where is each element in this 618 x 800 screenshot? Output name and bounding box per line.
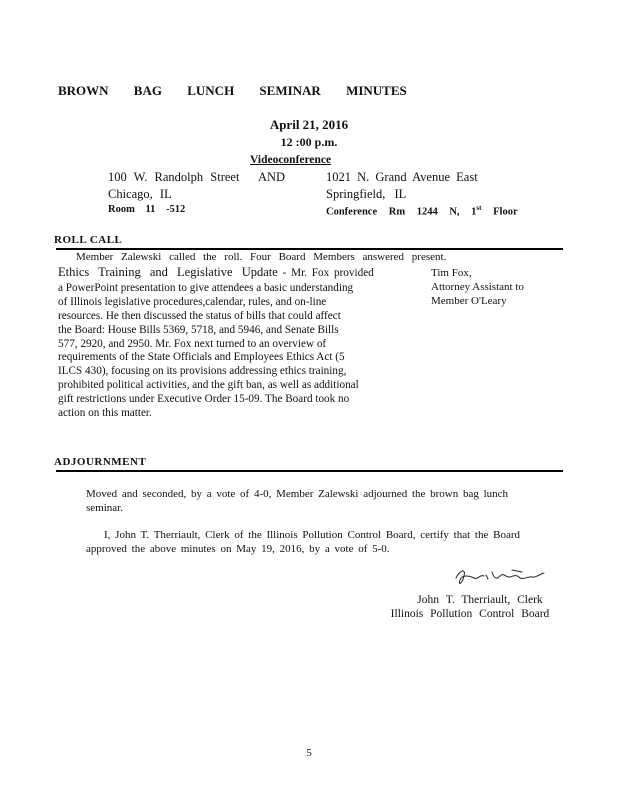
ethics-line: requirements of the State Officials and Employees Ethics Act (5: [58, 351, 345, 364]
chicago-address: 100 W. Randolph Street: [108, 170, 240, 184]
page-number: 5: [306, 747, 312, 759]
signature-name: John T. Therriault, Clerk: [417, 594, 543, 606]
adjournment-heading: ADJOURNMENT: [54, 456, 147, 468]
meeting-date: April 21, 2016: [269, 117, 349, 132]
presenter-affiliation: Member O'Leary: [431, 295, 507, 307]
ethics-line: a PowerPoint presentation to give attendees a basic understanding: [58, 281, 354, 294]
ethics-section: [58, 266, 388, 421]
meeting-mode: Videoconference: [250, 154, 332, 166]
document-title: BROWN BAG LUNCH SEMINAR MINUTES: [58, 83, 407, 98]
springfield-address: 1021 N. Grand Avenue East: [326, 170, 478, 184]
springfield-room: Conference Rm 1244 N, 1st Floor: [326, 204, 518, 218]
roll-call-text: Member Zalewski called the roll. Four Board Members answered present.: [76, 251, 447, 263]
handwritten-signature: [452, 566, 548, 590]
ethics-line: resources. He then discussed the status of bills that could affect: [58, 309, 341, 322]
presenter-title: Attorney Assistant to: [431, 281, 524, 293]
signature-org: Illinois Pollution Control Board: [390, 608, 550, 620]
ethics-heading: Ethics Training and Legislative Update: [58, 265, 278, 279]
meeting-time: 12 :00 p.m.: [280, 135, 338, 149]
presenter-name: Tim Fox,: [431, 267, 472, 279]
ethics-line: ILCS 430), focusing on its provisions addressing ethics training,: [58, 365, 347, 378]
ethics-line: of Illinois legislative procedures,calendar, rules, and on-line: [58, 295, 327, 308]
location-connector: AND: [258, 170, 286, 184]
ethics-line: the Board: House Bills 5369, 5718, and 5946, and Senate Bills: [58, 323, 339, 336]
roll-call-heading: ROLL CALL: [54, 234, 123, 246]
springfield-city: Springfield, IL: [326, 187, 407, 201]
adjournment-motion: Moved and seconded, by a vote of 4-0, Member Zalewski adjourned the brown bag lunch seminar.: [86, 488, 509, 514]
ethics-line: action on this matter.: [58, 407, 152, 420]
certification-text: I, John T. Therriault, Clerk of the Illinois Pollution Control Board, certify that the Board approved the above minutes on May 19, 2016, by a vote of 5-0.: [86, 529, 520, 555]
ethics-line: 577, 2920, and 2950. Mr. Fox next turned to an overview of: [58, 337, 327, 350]
roll-call-rule: [56, 248, 563, 250]
adjournment-rule: [56, 470, 563, 472]
chicago-room: Room 11 -512: [108, 204, 186, 215]
chicago-city: Chicago, IL: [108, 187, 172, 201]
presenter-block: [431, 266, 571, 308]
ethics-line: prohibited political activities, and the gift ban, as well as additional: [58, 379, 359, 392]
ethics-lead: - Mr. Fox provided: [277, 267, 374, 279]
ethics-line: gift restrictions under Executive Order 15-09. The Board took no: [58, 393, 350, 406]
